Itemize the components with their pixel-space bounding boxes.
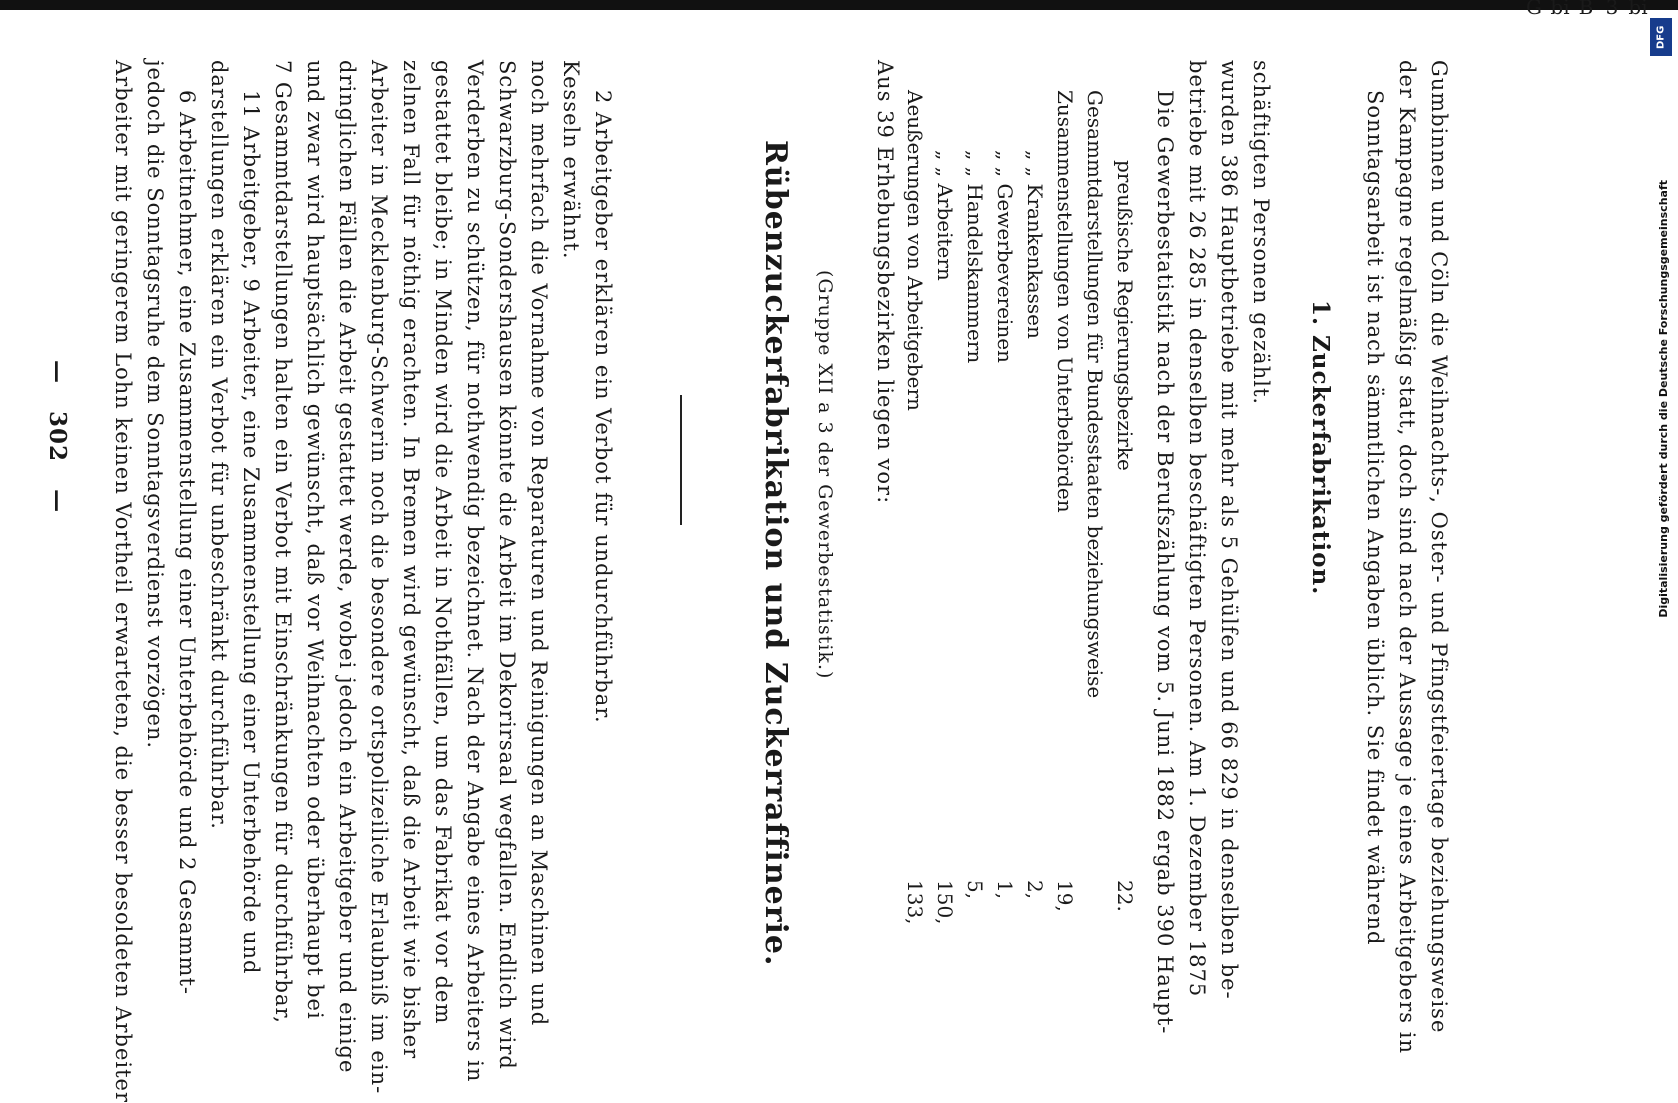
stat-row-label: preußische Regierungsbezirke bbox=[1113, 160, 1137, 471]
facing-fragment: B bbox=[1578, 0, 1594, 19]
facing-fragment: 3 bbox=[1605, 0, 1619, 19]
intro-line: zelnen Fall für nöthig erachten. In Bremen wird gewünscht, daß die Arbeit wie bisher bbox=[399, 60, 423, 1060]
stat-row-value: 5, bbox=[963, 880, 987, 900]
stat-row-label: Gesammtdarstellungen für Bundesstaaten beziehungsweise bbox=[1083, 90, 1107, 699]
intro-line: Arbeiter mit geringerem Lohn keinen Vortheil erwarteten, die besser besoldeten Arbeiter bbox=[111, 60, 135, 1103]
header-dash-left: — bbox=[44, 360, 71, 384]
stat-line: wurden 386 Hauptbetriebe mit mehr als 5 Gehülfen und 66 829 in denselben be- bbox=[1217, 60, 1241, 1000]
section-subtitle: (Gruppe XII a 3 der Gewerbestatistik.) bbox=[814, 270, 836, 680]
facing-fragment: bi bbox=[1550, 0, 1570, 19]
intro-line: noch mehrfach die Vornahme von Reparaturen und Reinigungen an Maschinen und bbox=[527, 60, 551, 1027]
stat-row-value: 150, bbox=[933, 880, 957, 925]
intro-line: 6 Arbeitnehmer, eine Zusammenstellung einer Unterbehörde und 2 Gesammt- bbox=[175, 90, 199, 996]
facing-page-strip bbox=[0, 0, 1678, 40]
stat-row-label: „ „ Gewerbevereinen bbox=[993, 150, 1017, 363]
digitization-note: Digitalisierung gefördert durch die Deutsche Forschungsgemeinschaft bbox=[1657, 180, 1670, 618]
stat-row-label: „ „ Arbeitern bbox=[933, 150, 957, 281]
stat-row-label: Zusammenstellungen von Unterbehörden bbox=[1053, 90, 1077, 513]
stat-line: betriebe mit 26 285 in denselben beschäftigten Personen. Am 1. Dezember 1875 bbox=[1185, 60, 1209, 998]
intro-line: 2 Arbeitgeber erklären ein Verbot für undurchführbar. bbox=[591, 90, 615, 724]
page-number: 302 bbox=[44, 411, 71, 463]
stat-row-value: 22. bbox=[1113, 880, 1137, 912]
facing-fragment: G bbox=[1526, 0, 1542, 19]
intro-line: Kesseln erwähnt. bbox=[559, 60, 583, 260]
subsection-line: Gumbinnen und Cöln die Weihnachts-, Oster- und Pfingstfeiertage beziehungsweise bbox=[1427, 60, 1451, 1034]
page-header-rotated bbox=[42, 360, 72, 513]
intro-line: 7 Gesammtdarstellungen halten ein Verbot mit Einschränkungen für durchführbar, bbox=[271, 60, 295, 1024]
intro-line: darstellungen erklären ein Verbot für unbeschränkt durchführbar. bbox=[207, 60, 231, 830]
header-dash-right: — bbox=[44, 489, 71, 514]
stat-row-value: 19, bbox=[1053, 880, 1077, 912]
stat-line: Die Gewerbestatistik nach der Berufszählung vom 5. Juni 1882 ergab 390 Haupt- bbox=[1153, 90, 1177, 1035]
stat-row-label: Aeußerungen von Arbeitgebern bbox=[903, 90, 927, 411]
section-divider bbox=[680, 395, 682, 525]
section-intro: Aus 39 Erhebungsbezirken liegen vor: bbox=[873, 60, 897, 505]
dfg-logo: DFG bbox=[1650, 18, 1672, 56]
stat-row-value: 1, bbox=[993, 880, 1017, 900]
stat-line: schäftigten Personen gezählt. bbox=[1249, 60, 1273, 406]
intro-line: dringlichen Fällen die Arbeit gestattet werde, wobei jedoch ein Arbeitgeber und einige bbox=[335, 60, 359, 1074]
facing-fragment: bi bbox=[1628, 0, 1648, 19]
intro-line: gestattet bleibe; in Minden wird die Arbeit in Nothfällen, um das Fabrikat vor dem bbox=[431, 60, 455, 1025]
subsection-line: der Kampagne regelmäßig statt, doch sind nach der Aussage je eines Arbeitgebers in bbox=[1395, 60, 1419, 1055]
stat-row-label: „ „ Krankenkassen bbox=[1023, 150, 1047, 339]
stat-row-label: „ „ Handelskammern bbox=[963, 150, 987, 364]
section-title: Rübenzuckerfabrikation und Zuckerraffinerie. bbox=[758, 140, 793, 967]
intro-line: jedoch die Sonntagsruhe dem Sonntagsverdienst vorzögen. bbox=[143, 60, 167, 750]
facing-page-bar bbox=[0, 0, 1678, 10]
intro-line: Arbeiter in Mecklenburg-Schwerin noch die besondere ortspolizeiliche Erlaubniß im ein- bbox=[367, 60, 391, 1095]
subsection-title: 1. Zuckerfabrikation. bbox=[1307, 300, 1334, 596]
intro-line: und zwar wird hauptsächlich gewünscht, daß vor Weihnachten oder überhaupt bei bbox=[303, 60, 327, 1020]
subsection-line: Sonntagsarbeit ist nach sämmtlichen Angaben üblich. Sie findet während bbox=[1363, 90, 1387, 946]
intro-line: Schwarzburg-Sondershausen könnte die Arbeit im Dekorirsaal wegfallen. Endlich wird bbox=[495, 60, 519, 1070]
intro-line: 11 Arbeitgeber, 9 Arbeiter, eine Zusammenstellung einer Unterbehörde und bbox=[239, 90, 263, 975]
stat-row-value: 133, bbox=[903, 880, 927, 925]
stat-row-value: 2, bbox=[1023, 880, 1047, 900]
intro-line: Verderben zu schützen, für nothwendig bezeichnet. Nach der Angabe eines Arbeiters in bbox=[463, 60, 487, 1083]
